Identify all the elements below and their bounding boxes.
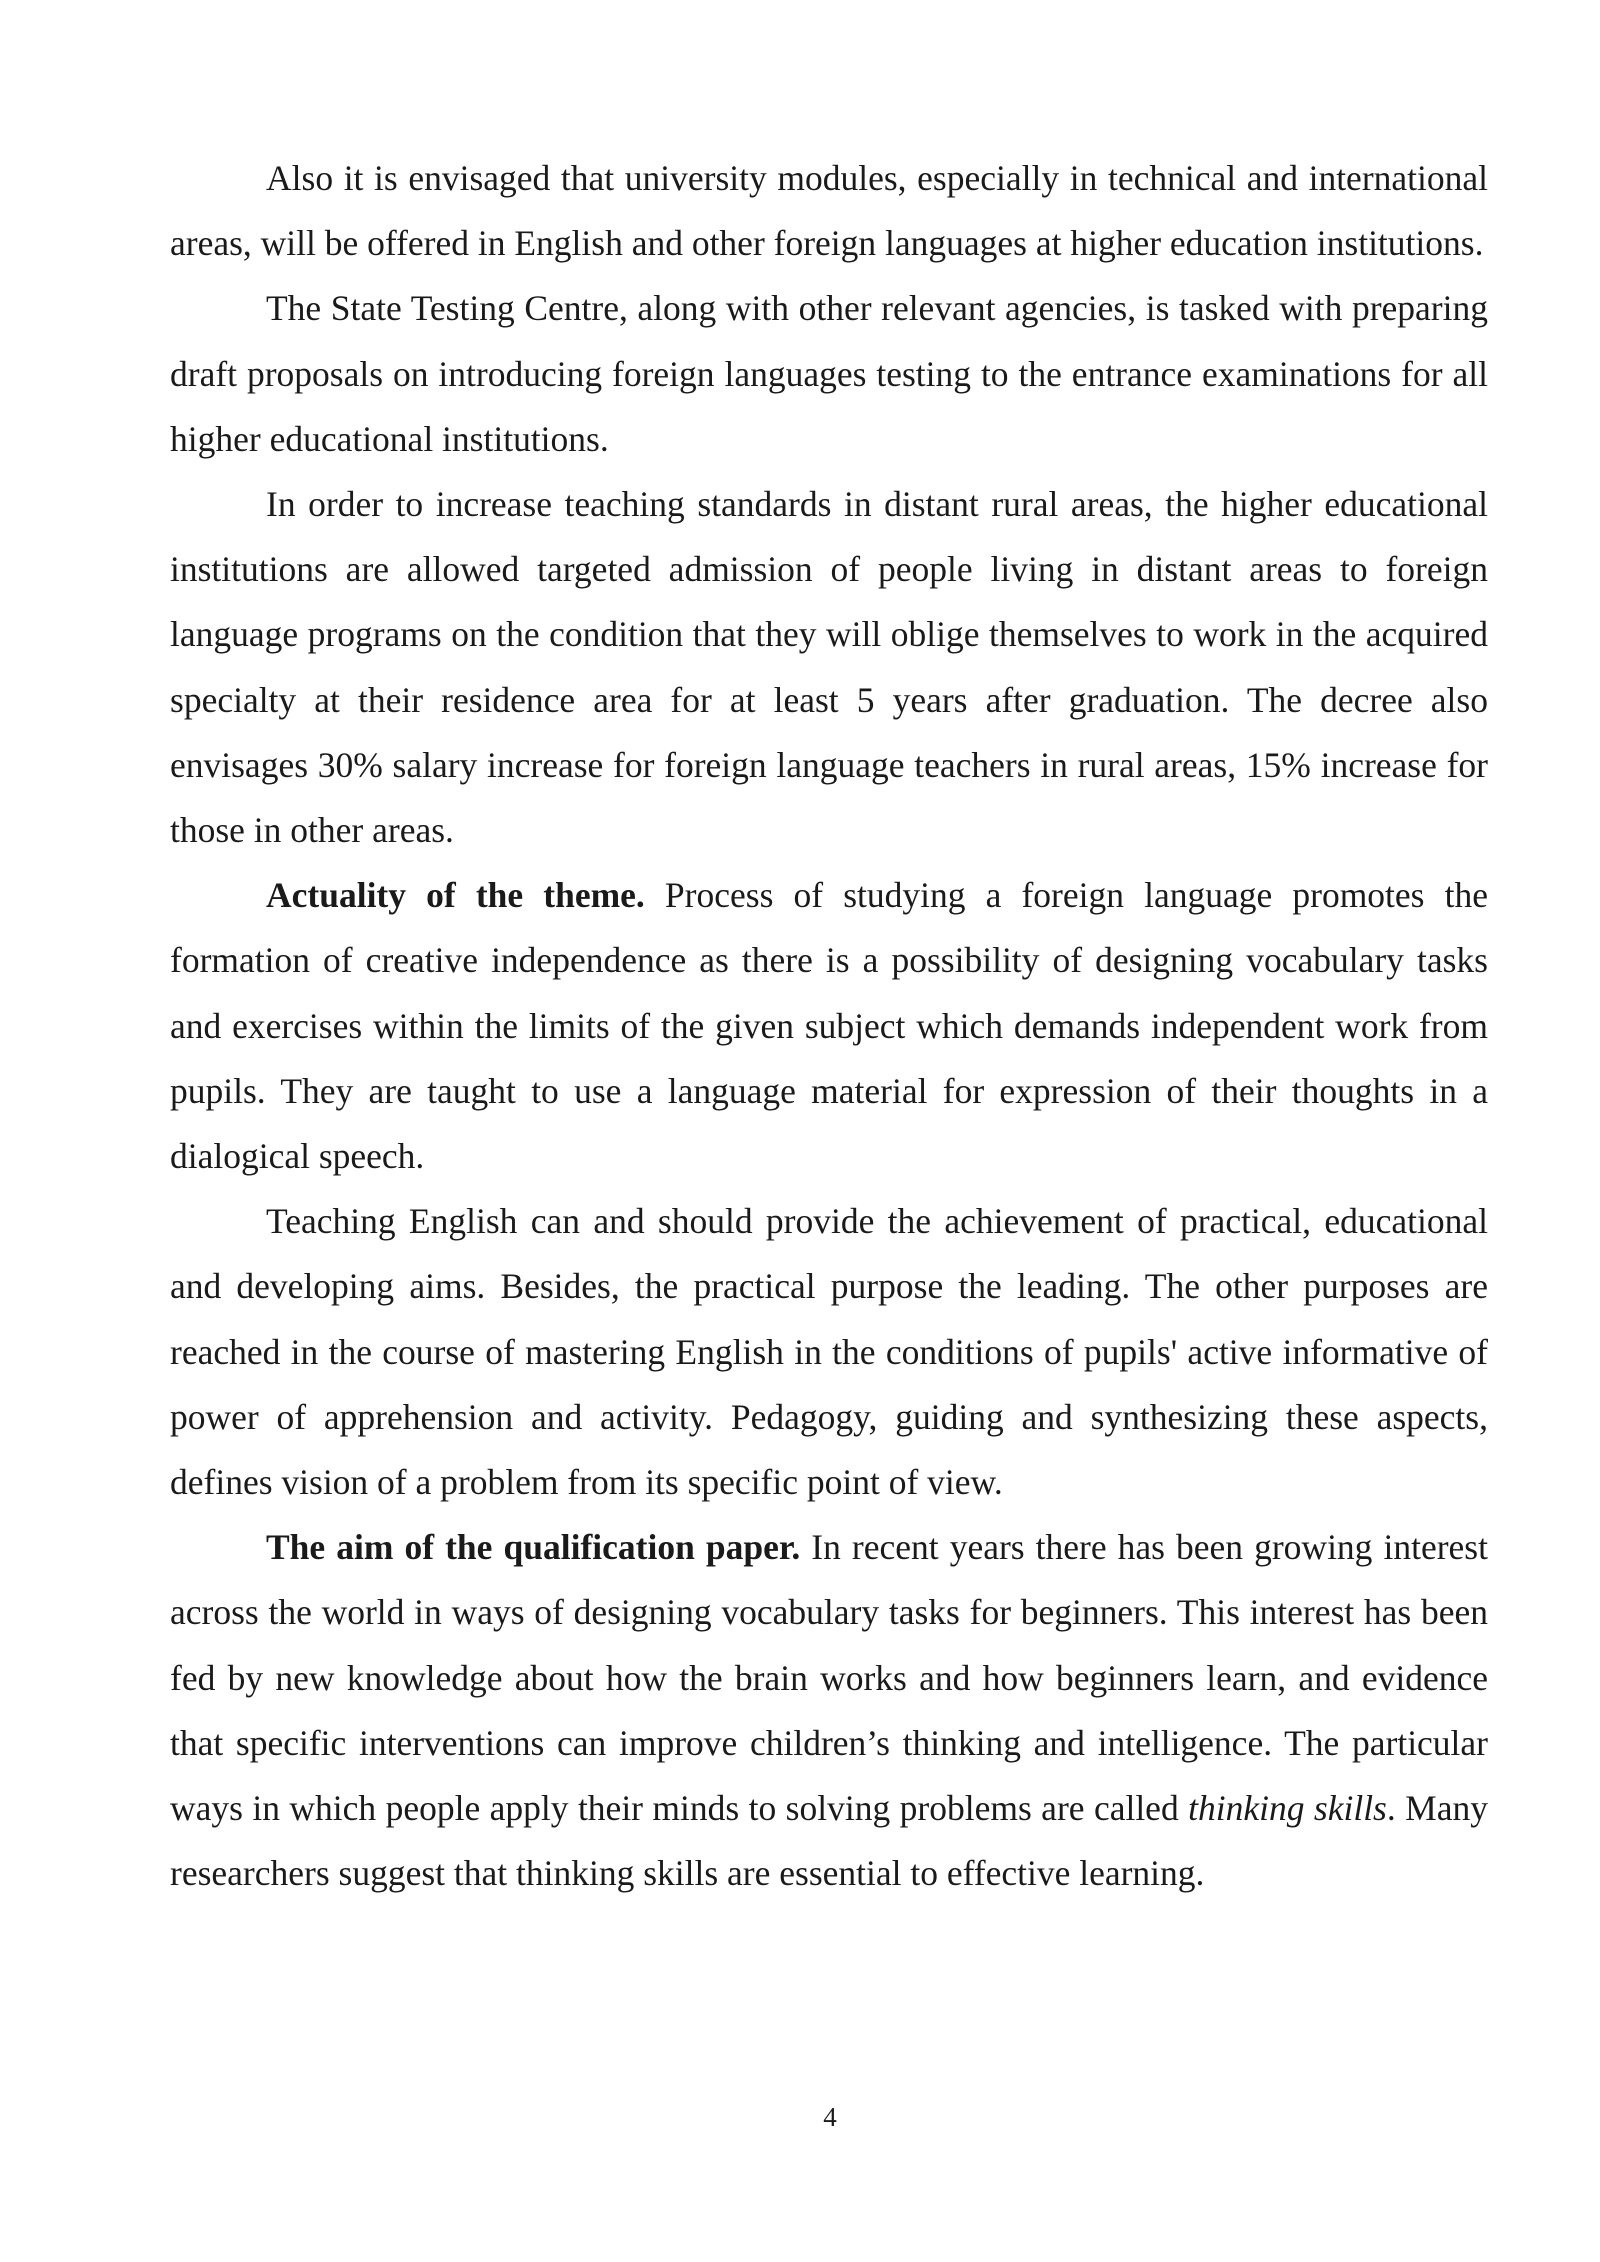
paragraph-aim — [170, 1515, 1488, 1906]
section-heading-actuality: Actuality of the theme. — [266, 875, 645, 916]
section-heading-aim: The aim of the qualification paper. — [266, 1527, 801, 1568]
paragraph-text: Also it is envisaged that university modules, especially in technical and international areas, will be offered in English and other foreign languages at higher education institutions. — [170, 158, 1488, 264]
paragraph-text: Process of studying a foreign language promotes the formation of creative independence as there is a possibility of designing vocabulary tasks and exercises within the limits of the given subject which demands independent work from pupils. They are taught to use a language material for expression of their thoughts in a dialogical speech. — [170, 875, 1488, 1177]
paragraph-text: . Many researchers suggest that thinking skills are essential to effective learning. — [170, 1788, 1488, 1894]
paragraph-text: In recent years there has been growing interest across the world in ways of designing vocabulary tasks for beginners. This interest has been fed by new knowledge about how the brain works and how beginners learn, and evidence that specific interventions can improve children’s thinking and intelligence. The particular ways in which people apply their minds to solving problems are called — [170, 1527, 1488, 1829]
paragraph-actuality — [170, 863, 1488, 1189]
paragraph-state-testing-centre — [170, 276, 1488, 472]
paragraph-text: Teaching English can and should provide the achievement of practical, educational and developing aims. Besides, the practical purpose the leading. The other purposes are reached in the course of mastering English in the conditions of pupils' active informative of power of apprehension and activity. Pedagogy, guiding and synthesizing these aspects, defines vision of a problem from its specific point of view. — [170, 1201, 1488, 1503]
paragraph-university-modules — [170, 146, 1488, 276]
italic-term: thinking skills — [1188, 1788, 1387, 1829]
paragraph-text: In order to increase teaching standards in distant rural areas, the higher educational institutions are allowed targeted admission of people living in distant areas to foreign language programs on the condition that they will oblige themselves to work in the acquired specialty at their residence area for at least 5 years after graduation. The decree also envisages 30% salary increase for foreign language teachers in rural areas, 15% increase for those in other areas. — [170, 484, 1488, 851]
paragraph-teaching-english — [170, 1189, 1488, 1515]
paragraph-rural-areas — [170, 472, 1488, 863]
page-number: 4 — [823, 2102, 837, 2132]
paragraph-text: The State Testing Centre, along with other relevant agencies, is tasked with preparing draft proposals on introducing foreign languages testing to the entrance examinations for all higher educational institutions. — [170, 288, 1488, 459]
body-text — [170, 146, 1488, 1906]
